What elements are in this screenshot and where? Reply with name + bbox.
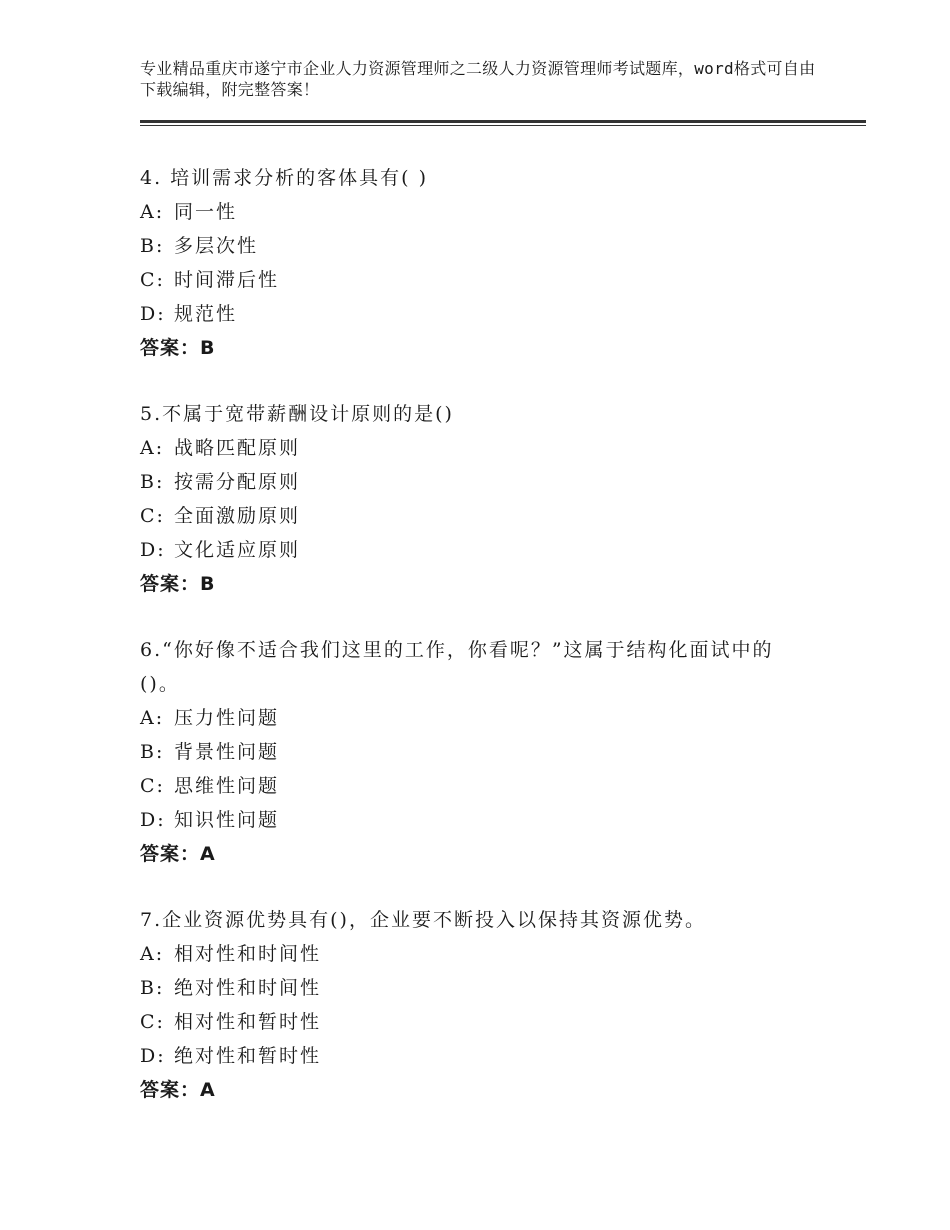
option-b — [140, 971, 840, 1005]
option-c — [140, 769, 840, 803]
answer-line: 答案：A — [140, 843, 216, 865]
option-b — [140, 229, 840, 263]
option-text: 背景性问题 — [174, 741, 280, 763]
option-d — [140, 533, 840, 567]
question-7 — [140, 903, 840, 1107]
document-header: 专业精品重庆市遂宁市企业人力资源管理师之二级人力资源管理师考试题库，word格式可自由下载编辑，附完整答案！ — [140, 59, 816, 99]
option-letter: B: — [140, 471, 165, 493]
option-letter: A: — [140, 943, 165, 965]
option-text: 时间滞后性 — [174, 269, 280, 291]
header-divider-thick — [140, 120, 866, 123]
option-letter: B: — [140, 235, 165, 257]
option-letter: C: — [140, 775, 165, 797]
header-divider-thin — [140, 125, 866, 126]
option-c — [140, 1005, 840, 1039]
question-4 — [140, 161, 840, 365]
option-text: 知识性问题 — [174, 809, 280, 831]
option-a — [140, 195, 840, 229]
option-letter: C: — [140, 269, 165, 291]
option-a — [140, 701, 840, 735]
option-letter: B: — [140, 977, 165, 999]
option-text: 相对性和暂时性 — [174, 1011, 322, 1033]
option-text: 绝对性和时间性 — [174, 977, 322, 999]
option-letter: B: — [140, 741, 165, 763]
answer-line: 答案：B — [140, 337, 216, 359]
option-letter: D: — [140, 1045, 166, 1067]
option-letter: A: — [140, 707, 165, 729]
option-letter: D: — [140, 303, 166, 325]
question-stem: 5.不属于宽带薪酬设计原则的是() — [140, 403, 454, 425]
option-text: 压力性问题 — [174, 707, 280, 729]
question-list — [140, 161, 840, 1139]
option-text: 规范性 — [174, 303, 238, 325]
question-stem: 6.“你好像不适合我们这里的工作，你看呢？”这属于结构化面试中的()。 — [140, 639, 774, 695]
option-text: 文化适应原则 — [174, 539, 301, 561]
option-text: 战略匹配原则 — [174, 437, 301, 459]
option-b — [140, 735, 840, 769]
option-letter: A: — [140, 437, 165, 459]
option-text: 同一性 — [174, 201, 238, 223]
option-letter: A: — [140, 201, 165, 223]
answer-line: 答案：A — [140, 1079, 216, 1101]
option-a — [140, 937, 840, 971]
option-text: 思维性问题 — [174, 775, 280, 797]
option-c — [140, 263, 840, 297]
option-d — [140, 803, 840, 837]
option-text: 按需分配原则 — [174, 471, 301, 493]
option-text: 绝对性和暂时性 — [174, 1045, 322, 1067]
question-5 — [140, 397, 840, 601]
option-letter: C: — [140, 505, 165, 527]
option-a — [140, 431, 840, 465]
option-d — [140, 297, 840, 331]
answer-line: 答案：B — [140, 573, 216, 595]
option-b — [140, 465, 840, 499]
option-c — [140, 499, 840, 533]
option-text: 相对性和时间性 — [174, 943, 322, 965]
option-text: 全面激励原则 — [174, 505, 301, 527]
question-stem: 4. 培训需求分析的客体具有( ) — [140, 167, 429, 189]
option-letter: D: — [140, 809, 166, 831]
question-stem: 7.企业资源优势具有()，企业要不断投入以保持其资源优势。 — [140, 909, 706, 931]
option-letter: C: — [140, 1011, 165, 1033]
option-text: 多层次性 — [174, 235, 259, 257]
option-d — [140, 1039, 840, 1073]
option-letter: D: — [140, 539, 166, 561]
question-6 — [140, 633, 840, 871]
